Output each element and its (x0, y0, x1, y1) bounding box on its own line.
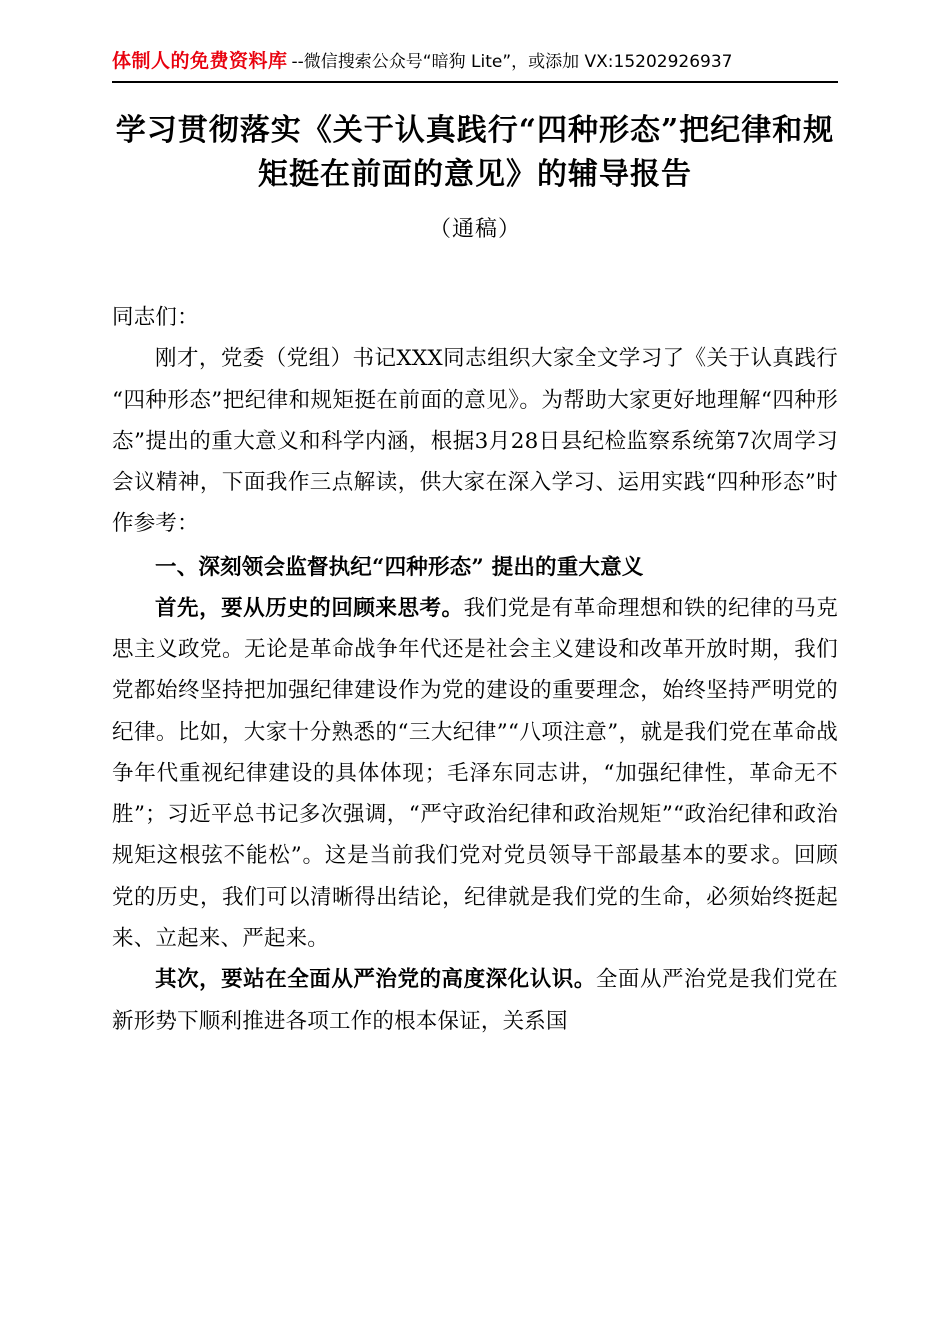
promo-banner (112, 46, 838, 83)
banner-black-text: --微信搜索公众号“暗狗 Lite”，或添加 VX:15202926937 (291, 52, 733, 72)
banner-red-text: 体制人的免费资料库 (112, 50, 288, 72)
intro-paragraph: 刚才，党委（党组）书记XXX同志组织大家全文学习了《关于认真践行“四种形态”把纪律和规矩挺在前面的意见》。为帮助大家更好地理解“四种形态”提出的重大意义和科学内涵，根据3月28日县纪检监察系统第7次周学习会议精神，下面我作三点解读，供大家在深入学习、运用实践“四种形态”时作参考： (112, 346, 838, 537)
document-body (112, 297, 838, 1042)
paragraph-text: 我们党是有革命理想和铁的纪律的马克思主义政党。无论是革命战争年代还是社会主义建设和改革开放时期，我们党都始终坚持把加强纪律建设作为党的建设的重要理念，始终坚持严明党的纪律。比如，大家十分熟悉的“三大纪律”“八项注意”，就是我们党在革命战争年代重视纪律建设的具体体现；毛泽东同志讲，“加强纪律性，革命无不胜”；习近平总书记多次强调，“严守政治纪律和政治规矩”“政治纪律和政治规矩这根弦不能松”。这是当前我们党对党员领导干部最基本的要求。回顾党的历史，我们可以清晰得出结论，纪律就是我们党的生命，必须始终挺起来、立起来、严起来。 (112, 595, 838, 951)
page-title: 学习贯彻落实《关于认真践行“四种形态”把纪律和规矩挺在前面的意见》的辅导报告 (115, 113, 835, 192)
document-subtitle: （通稿） (428, 217, 521, 242)
paragraph-text: 全面从严治党是我们党在新形势下顺利推进各项工作的根本保证，关系国 (112, 967, 838, 1034)
salutation: 同志们： (112, 305, 199, 330)
section-paragraph (112, 588, 838, 959)
paragraph-lead: 首先，要从历史的回顾来思考。 (155, 595, 464, 621)
section-heading-1: 一、深刻领会监督执纪“四种形态” 提出的重大意义 (155, 554, 644, 580)
section-paragraph (112, 959, 838, 1042)
paragraph-lead: 其次，要站在全面从严治党的高度深化认识。 (155, 967, 596, 993)
